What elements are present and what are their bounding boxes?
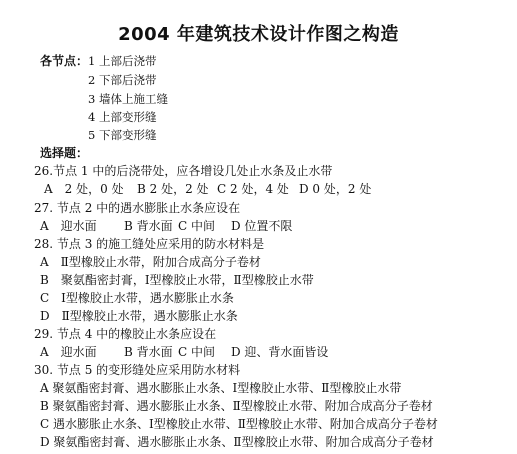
- question-28: 28. 节点 3 的施工缝处应采用的防水材料是: [34, 237, 265, 251]
- node-item-1: 1 上部后浇带: [88, 54, 157, 68]
- q29-option-d: D 迎、背水面皆设: [231, 345, 329, 359]
- node-item-5: 5 下部变形缝: [88, 128, 157, 142]
- q26-option-b: B 2 处，2 处: [137, 182, 209, 196]
- q27-option-c: C 中间: [178, 219, 215, 233]
- q30-option-c: C 遇水膨胀止水条、Ⅰ型橡胶止水带、Ⅱ型橡胶止水带、附加合成高分子卷材: [40, 417, 438, 431]
- q27-option-a: A 迎水面: [40, 219, 97, 233]
- node-item-2: 2 下部后浇带: [88, 73, 157, 87]
- q26-option-a: A 2 处，0 处: [44, 182, 124, 196]
- q29-option-a: A 迎水面: [40, 345, 97, 359]
- q26-option-c: C 2 处，4 处: [217, 182, 289, 196]
- q30-option-d: D 聚氨酯密封膏、遇水膨胀止水条、Ⅱ型橡胶止水带、附加合成高分子卷材: [40, 435, 434, 449]
- question-30: 30. 节点 5 的变形缝处应采用防水材料: [34, 363, 241, 377]
- q26-option-d: D 0 处，2 处: [299, 182, 372, 196]
- question-26: 26.节点 1 中的后浇带处，应各增设几处止水条及止水带: [34, 164, 333, 178]
- question-27: 27. 节点 2 中的遇水膨胀止水条应设在: [34, 201, 241, 215]
- nodes-label: 各节点：: [40, 54, 89, 68]
- node-item-4: 4 上部变形缝: [88, 110, 157, 124]
- q29-option-c: C 中间: [178, 345, 215, 359]
- q29-option-b: B 背水面: [124, 345, 173, 359]
- q30-option-a: A 聚氨酯密封膏、遇水膨胀止水条、Ⅰ型橡胶止水带、Ⅱ型橡胶止水带: [40, 381, 402, 395]
- q30-option-b: B 聚氨酯密封膏、遇水膨胀止水条、Ⅱ型橡胶止水带、附加合成高分子卷材: [40, 399, 433, 413]
- q28-option-c: C Ⅰ型橡胶止水带，遇水膨胀止水条: [40, 291, 234, 305]
- q28-option-a: A Ⅱ型橡胶止水带，附加合成高分子卷材: [40, 255, 261, 269]
- question-29: 29. 节点 4 中的橡胶止水条应设在: [34, 327, 217, 341]
- selection-label: 选择题：: [40, 146, 89, 160]
- page-title: 2004 年建筑技术设计作图之构造: [118, 24, 399, 45]
- q27-option-b: B 背水面: [124, 219, 173, 233]
- q28-option-d: D Ⅱ型橡胶止水带，遇水膨胀止水条: [40, 309, 238, 323]
- q27-option-d: D 位置不限: [231, 219, 293, 233]
- node-item-3: 3 墙体上施工缝: [88, 92, 168, 106]
- q28-option-b: B 聚氨酯密封膏，Ⅰ型橡胶止水带，Ⅱ型橡胶止水带: [40, 273, 314, 287]
